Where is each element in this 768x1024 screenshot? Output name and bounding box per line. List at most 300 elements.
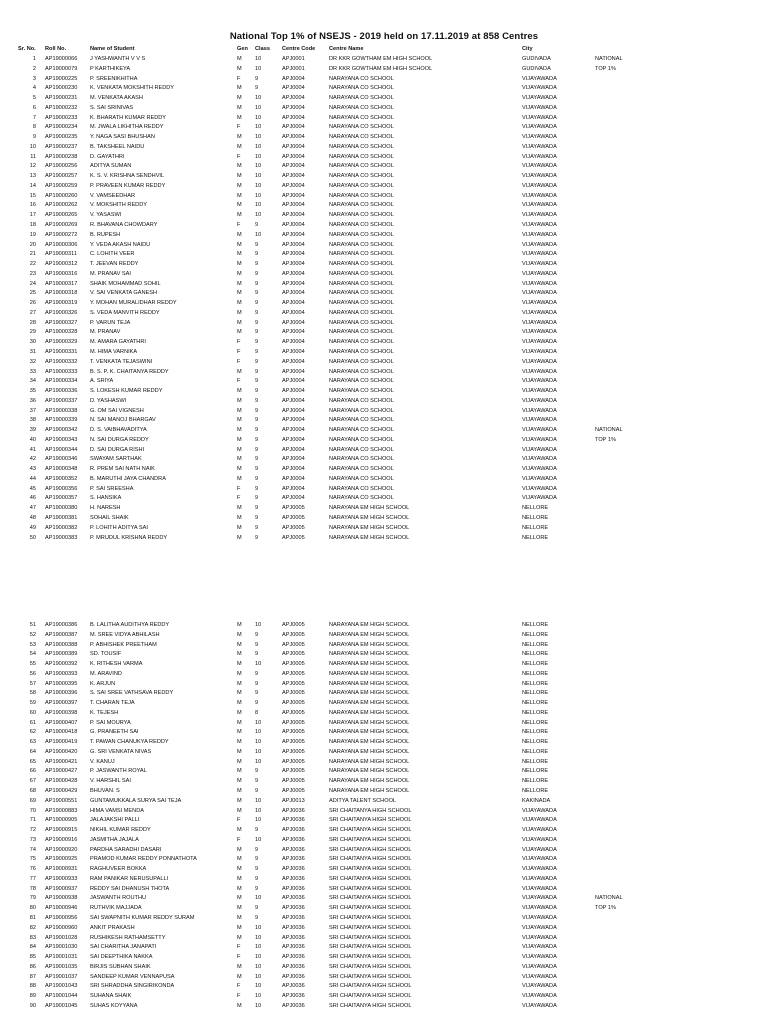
cell-centre-name: NARAYANA CO SCHOOL [329, 358, 394, 365]
cell-class: 9 [255, 768, 259, 775]
cell-centre-name: NARAYANA EM HIGH SCHOOL [329, 778, 410, 785]
cell-centre-name: NARAYANA EM HIGH SCHOOL [329, 514, 410, 521]
cell-centre-code: APJ0036 [282, 983, 305, 990]
cell-city: VIJAYAWADA [522, 280, 557, 287]
cell-sr-no: 79 [29, 895, 36, 902]
cell-centre-code: APJ0004 [282, 329, 305, 336]
cell-centre-code: APJ0005 [282, 690, 305, 697]
cell-centre-name: NARAYANA EM HIGH SCHOOL [329, 788, 410, 795]
cell-note: TOP 1% [595, 65, 616, 72]
cell-sr-no: 13 [29, 173, 36, 180]
table-row [0, 670, 768, 680]
table-row [0, 826, 768, 836]
cell-roll-no: AP19000396 [45, 690, 78, 697]
cell-class: 9 [255, 905, 259, 912]
cell-centre-name: NARAYANA EM HIGH SCHOOL [329, 661, 410, 668]
cell-class: 10 [255, 212, 262, 219]
table-row [0, 309, 768, 319]
cell-class: 9 [255, 300, 259, 307]
cell-city: NELLORE [522, 758, 549, 765]
cell-student-name: SAI CHARITHA JANAPATI [90, 944, 157, 951]
cell-gender: F [237, 817, 241, 824]
table-row [0, 260, 768, 270]
cell-roll-no: AP19000262 [45, 202, 78, 209]
cell-class: 9 [255, 348, 259, 355]
cell-sr-no: 44 [29, 475, 36, 482]
table-row [0, 172, 768, 182]
cell-gender: M [237, 905, 242, 912]
cell-sr-no: 27 [29, 309, 36, 316]
cell-class: 9 [255, 261, 259, 268]
cell-student-name: Y. MOHAN MURALIDHAR REDDY [90, 300, 177, 307]
cell-centre-code: APJ0004 [282, 475, 305, 482]
cell-class: 9 [255, 846, 259, 853]
cell-roll-no: AP19000332 [45, 358, 78, 365]
cell-centre-name: NARAYANA EM HIGH SCHOOL [329, 505, 410, 512]
table-row [0, 641, 768, 651]
cell-gender: M [237, 641, 242, 648]
cell-sr-no: 85 [29, 954, 36, 961]
cell-sr-no: 59 [29, 700, 36, 707]
cell-sr-no: 14 [29, 182, 36, 189]
cell-centre-code: APJ0036 [282, 866, 305, 873]
cell-sr-no: 28 [29, 319, 36, 326]
table-row [0, 231, 768, 241]
cell-sr-no: 24 [29, 280, 36, 287]
cell-centre-code: APJ0004 [282, 202, 305, 209]
cell-roll-no: AP19000331 [45, 348, 78, 355]
cell-class: 10 [255, 202, 262, 209]
table-row [0, 133, 768, 143]
cell-centre-code: APJ0004 [282, 251, 305, 258]
cell-centre-name: NARAYANA CO SCHOOL [329, 446, 394, 453]
cell-city: NELLORE [522, 505, 549, 512]
cell-city: NELLORE [522, 641, 549, 648]
cell-centre-code: APJ0004 [282, 339, 305, 346]
cell-student-name: D. YASHASWI [90, 397, 127, 404]
cell-roll-no: AP19000256 [45, 163, 78, 170]
cell-centre-name: NARAYANA CO SCHOOL [329, 212, 394, 219]
cell-centre-code: APJ0036 [282, 895, 305, 902]
cell-city: VIJAYAWADA [522, 290, 557, 297]
cell-class: 9 [255, 427, 259, 434]
cell-gender: M [237, 670, 242, 677]
table-row [0, 748, 768, 758]
cell-note: NATIONAL [595, 427, 623, 434]
cell-class: 10 [255, 124, 262, 131]
cell-centre-name: SRI CHAITANYA HIGH SCHOOL [329, 895, 412, 902]
table-row [0, 953, 768, 963]
cell-student-name: G. OM SAI VIGNESH [90, 407, 144, 414]
table-row [0, 943, 768, 953]
cell-centre-code: APJ0001 [282, 65, 305, 72]
cell-city: NELLORE [522, 534, 549, 541]
cell-gender: M [237, 309, 242, 316]
cell-roll-no: AP19000382 [45, 524, 78, 531]
header-sr-no: Sr. No. [18, 46, 36, 52]
cell-sr-no: 54 [29, 651, 36, 658]
cell-centre-name: NARAYANA CO SCHOOL [329, 85, 394, 92]
cell-student-name: V. KANUJ [90, 758, 115, 765]
cell-gender: F [237, 339, 241, 346]
table-row [0, 855, 768, 865]
cell-roll-no: AP19000233 [45, 114, 78, 121]
cell-class: 9 [255, 641, 259, 648]
cell-gender: M [237, 85, 242, 92]
cell-roll-no: AP19000319 [45, 300, 78, 307]
cell-class: 9 [255, 75, 259, 82]
cell-gender: M [237, 748, 242, 755]
cell-centre-code: APJ0004 [282, 270, 305, 277]
cell-class: 10 [255, 173, 262, 180]
cell-student-name: T. CHARAN TEJA [90, 700, 135, 707]
cell-centre-name: NARAYANA EM HIGH SCHOOL [329, 524, 410, 531]
cell-city: NELLORE [522, 719, 549, 726]
cell-roll-no: AP19000326 [45, 309, 78, 316]
table-row [0, 55, 768, 65]
cell-centre-code: APJ0004 [282, 407, 305, 414]
cell-student-name: HIMA VAMSI MENDA [90, 807, 144, 814]
cell-class: 10 [255, 924, 262, 931]
cell-class: 10 [255, 231, 262, 238]
cell-centre-code: APJ0036 [282, 1002, 305, 1009]
cell-city: VIJAYAWADA [522, 963, 557, 970]
cell-centre-code: APJ0004 [282, 143, 305, 150]
cell-student-name: JASMITHA JAJALA [90, 836, 139, 843]
cell-centre-code: APJ0004 [282, 124, 305, 131]
cell-city: NELLORE [522, 622, 549, 628]
cell-gender: M [237, 797, 242, 804]
cell-sr-no: 50 [29, 534, 36, 541]
cell-city: VIJAYAWADA [522, 134, 557, 141]
cell-class: 9 [255, 319, 259, 326]
cell-centre-name: NARAYANA EM HIGH SCHOOL [329, 709, 410, 716]
cell-sr-no: 49 [29, 524, 36, 531]
cell-centre-name: SRI CHAITANYA HIGH SCHOOL [329, 973, 412, 980]
cell-sr-no: 72 [29, 827, 36, 834]
cell-roll-no: AP19000344 [45, 446, 78, 453]
table-row [0, 865, 768, 875]
cell-city: NELLORE [522, 661, 549, 668]
cell-centre-code: APJ0004 [282, 397, 305, 404]
cell-centre-code: APJ0004 [282, 212, 305, 219]
cell-class: 9 [255, 339, 259, 346]
cell-roll-no: AP19000931 [45, 866, 78, 873]
cell-city: NELLORE [522, 631, 549, 638]
cell-student-name: K. ARJUN [90, 680, 116, 687]
cell-sr-no: 15 [29, 192, 36, 199]
cell-centre-name: NARAYANA CO SCHOOL [329, 436, 394, 443]
cell-centre-name: NARAYANA CO SCHOOL [329, 95, 394, 102]
cell-student-name: P. LOHITH ADITYA SAI [90, 524, 148, 531]
cell-sr-no: 39 [29, 427, 36, 434]
cell-class: 9 [255, 866, 259, 873]
cell-roll-no: AP19000960 [45, 924, 78, 931]
cell-gender: M [237, 700, 242, 707]
cell-city: VIJAYAWADA [522, 192, 557, 199]
cell-student-name: V. VAMSEEDHAR [90, 192, 136, 199]
cell-class: 9 [255, 485, 259, 492]
cell-centre-name: NARAYANA CO SCHOOL [329, 143, 394, 150]
cell-city: VIJAYAWADA [522, 388, 557, 395]
cell-sr-no: 56 [29, 670, 36, 677]
cell-centre-name: NARAYANA CO SCHOOL [329, 339, 394, 346]
cell-student-name: RUTHVIK MAJJADA [90, 905, 142, 912]
cell-sr-no: 77 [29, 875, 36, 882]
cell-class: 10 [255, 993, 262, 1000]
cell-city: VIJAYAWADA [522, 993, 557, 1000]
cell-class: 10 [255, 56, 262, 62]
cell-gender: M [237, 143, 242, 150]
cell-roll-no: AP19000883 [45, 807, 78, 814]
cell-centre-name: NARAYANA EM HIGH SCHOOL [329, 680, 410, 687]
cell-class: 9 [255, 778, 259, 785]
cell-centre-name: NARAYANA EM HIGH SCHOOL [329, 729, 410, 736]
cell-gender: M [237, 241, 242, 248]
cell-centre-code: APJ0004 [282, 182, 305, 189]
cell-sr-no: 48 [29, 514, 36, 521]
cell-sr-no: 12 [29, 163, 36, 170]
cell-class: 9 [255, 875, 259, 882]
table-row [0, 807, 768, 817]
cell-centre-name: NARAYANA CO SCHOOL [329, 407, 394, 414]
header-roll-no: Roll No. [45, 46, 67, 52]
table-row [0, 709, 768, 719]
cell-class: 10 [255, 661, 262, 668]
cell-student-name: JALAJAKSHI PALLI [90, 817, 140, 824]
cell-student-name: M. JWALA LIKHITHA REDDY [90, 124, 164, 131]
cell-gender: M [237, 505, 242, 512]
cell-city: VIJAYAWADA [522, 397, 557, 404]
cell-centre-name: NARAYANA CO SCHOOL [329, 124, 394, 131]
cell-sr-no: 46 [29, 495, 36, 502]
cell-sr-no: 36 [29, 397, 36, 404]
table-row [0, 465, 768, 475]
cell-sr-no: 83 [29, 934, 36, 941]
cell-roll-no: AP19000429 [45, 788, 78, 795]
cell-student-name: S. LOKESH KUMAR REDDY [90, 388, 163, 395]
cell-centre-code: APJ0004 [282, 261, 305, 268]
cell-student-name: PRAMOD KUMAR REDDY PONNATHOTA [90, 856, 197, 863]
cell-sr-no: 4 [32, 85, 36, 92]
cell-city: VIJAYAWADA [522, 222, 557, 229]
cell-centre-code: APJ0004 [282, 319, 305, 326]
cell-gender: M [237, 622, 242, 628]
cell-roll-no: AP19001045 [45, 1002, 78, 1009]
cell-roll-no: AP19000336 [45, 388, 78, 395]
cell-city: VIJAYAWADA [522, 339, 557, 346]
cell-class: 9 [255, 446, 259, 453]
cell-student-name: S. SAI SREE VATHSAVA REDDY [90, 690, 174, 697]
cell-sr-no: 37 [29, 407, 36, 414]
table-row [0, 914, 768, 924]
cell-city: VIJAYAWADA [522, 270, 557, 277]
cell-centre-code: APJ0005 [282, 739, 305, 746]
cell-city: VIJAYAWADA [522, 973, 557, 980]
cell-roll-no: AP19000269 [45, 222, 78, 229]
cell-sr-no: 17 [29, 212, 36, 219]
table-row [0, 514, 768, 524]
cell-gender: M [237, 56, 242, 62]
cell-centre-code: APJ0005 [282, 700, 305, 707]
cell-class: 10 [255, 729, 262, 736]
cell-centre-code: APJ0005 [282, 661, 305, 668]
cell-student-name: SRI SHRADDHA SINGIRIKONDA [90, 983, 175, 990]
cell-centre-name: NARAYANA CO SCHOOL [329, 309, 394, 316]
header-centre-name: Centre Name [329, 46, 364, 52]
cell-centre-code: APJ0036 [282, 807, 305, 814]
cell-city: NELLORE [522, 768, 549, 775]
cell-student-name: SAI SWAPNITH KUMAR REDDY SURAM [90, 914, 195, 921]
cell-student-name: M. AMARA GAYATHRI [90, 339, 146, 346]
cell-student-name: T. VENKATA TEJASWINI [90, 358, 153, 365]
cell-gender: M [237, 973, 242, 980]
cell-roll-no: AP19000311 [45, 251, 77, 258]
table-row [0, 963, 768, 973]
cell-roll-no: AP19000427 [45, 768, 78, 775]
cell-centre-name: SRI CHAITANYA HIGH SCHOOL [329, 846, 412, 853]
cell-city: NELLORE [522, 778, 549, 785]
cell-roll-no: AP19000234 [45, 124, 78, 131]
cell-class: 10 [255, 944, 262, 951]
cell-centre-code: APJ0005 [282, 651, 305, 658]
cell-centre-code: APJ0004 [282, 280, 305, 287]
cell-roll-no: AP19000915 [45, 827, 78, 834]
cell-student-name: J YASHWANTH V V S [90, 56, 146, 62]
cell-roll-no: AP19000916 [45, 836, 78, 843]
cell-sr-no: 47 [29, 505, 36, 512]
cell-centre-name: SRI CHAITANYA HIGH SCHOOL [329, 827, 412, 834]
cell-class: 10 [255, 153, 262, 160]
cell-sr-no: 90 [29, 1002, 36, 1009]
cell-roll-no: AP19000337 [45, 397, 78, 404]
cell-gender: F [237, 222, 241, 229]
cell-sr-no: 29 [29, 329, 36, 336]
cell-gender: M [237, 846, 242, 853]
table-row [0, 728, 768, 738]
cell-gender: F [237, 153, 241, 160]
cell-roll-no: AP19000398 [45, 709, 78, 716]
cell-roll-no: AP19001028 [45, 934, 78, 941]
cell-centre-code: APJ0036 [282, 924, 305, 931]
cell-sr-no: 45 [29, 485, 36, 492]
cell-sr-no: 61 [29, 719, 36, 726]
cell-centre-code: APJ0005 [282, 709, 305, 716]
table-row [0, 192, 768, 202]
header-name: Name of Student [90, 46, 135, 52]
cell-centre-name: SRI CHAITANYA HIGH SCHOOL [329, 914, 412, 921]
page-title: National Top 1% of NSEJS - 2019 held on 17.11.2019 at 858 Centres [229, 31, 539, 42]
cell-city: VIJAYAWADA [522, 114, 557, 121]
cell-student-name: K. VENKATA MOKSHITH REDDY [90, 85, 175, 92]
cell-student-name: R. PREM SAI NATH NAIK [90, 466, 155, 473]
cell-centre-name: NARAYANA CO SCHOOL [329, 173, 394, 180]
cell-sr-no: 89 [29, 993, 36, 1000]
cell-centre-code: APJ0013 [282, 797, 305, 804]
cell-roll-no: AP19000079 [45, 65, 78, 72]
cell-gender: M [237, 173, 242, 180]
cell-sr-no: 11 [30, 153, 36, 160]
cell-gender: M [237, 417, 242, 424]
cell-centre-name: NARAYANA EM HIGH SCHOOL [329, 641, 410, 648]
cell-class: 9 [255, 280, 259, 287]
cell-class: 9 [255, 534, 259, 541]
table-row [0, 182, 768, 192]
cell-roll-no: AP19000905 [45, 817, 78, 824]
cell-class: 10 [255, 739, 262, 746]
cell-note: NATIONAL [595, 56, 623, 62]
cell-roll-no: AP19000938 [45, 895, 78, 902]
cell-gender: F [237, 944, 241, 951]
cell-student-name: SUHAS KOYYANA [90, 1002, 138, 1009]
cell-centre-name: NARAYANA EM HIGH SCHOOL [329, 739, 410, 746]
cell-centre-name: SRI CHAITANYA HIGH SCHOOL [329, 817, 412, 824]
cell-city: NELLORE [522, 700, 549, 707]
table-row [0, 455, 768, 465]
cell-sr-no: 20 [29, 241, 36, 248]
cell-sr-no: 86 [29, 963, 36, 970]
cell-student-name: ANKIT PRAKASH [90, 924, 135, 931]
cell-city: VIJAYAWADA [522, 895, 557, 902]
cell-centre-code: APJ0005 [282, 631, 305, 638]
table-row [0, 816, 768, 826]
table-block-2 [0, 621, 768, 1012]
cell-class: 9 [255, 456, 259, 463]
cell-city: VIJAYAWADA [522, 924, 557, 931]
cell-roll-no: AP19000329 [45, 339, 78, 346]
cell-class: 9 [255, 788, 259, 795]
cell-centre-code: APJ0005 [282, 748, 305, 755]
cell-gender: M [237, 856, 242, 863]
cell-student-name: SWAYAM SARTHAK [90, 456, 142, 463]
cell-centre-code: APJ0004 [282, 85, 305, 92]
cell-gender: M [237, 329, 242, 336]
cell-city: VIJAYAWADA [522, 241, 557, 248]
cell-city: NELLORE [522, 690, 549, 697]
cell-class: 9 [255, 700, 259, 707]
cell-student-name: N. SAI DURGA REDDY [90, 436, 149, 443]
cell-roll-no: AP19000920 [45, 846, 78, 853]
cell-class: 9 [255, 358, 259, 365]
cell-city: NELLORE [522, 670, 549, 677]
cell-sr-no: 76 [29, 866, 36, 873]
cell-roll-no: AP19000237 [45, 143, 78, 150]
cell-gender: M [237, 212, 242, 219]
cell-roll-no: AP19000338 [45, 407, 78, 414]
cell-sr-no: 21 [29, 251, 36, 258]
cell-class: 10 [255, 963, 262, 970]
cell-gender: M [237, 914, 242, 921]
cell-student-name: PARDHA SARADHI DASARI [90, 846, 162, 853]
table-row [0, 162, 768, 172]
cell-city: VIJAYAWADA [522, 856, 557, 863]
cell-city: GUDIVADA [522, 56, 551, 62]
cell-centre-code: APJ0005 [282, 729, 305, 736]
cell-centre-name: NARAYANA CO SCHOOL [329, 241, 394, 248]
table-row [0, 885, 768, 895]
header-class: Class [255, 46, 270, 52]
cell-gender: M [237, 885, 242, 892]
cell-centre-name: SRI CHAITANYA HIGH SCHOOL [329, 983, 412, 990]
cell-class: 9 [255, 270, 259, 277]
cell-gender: F [237, 836, 241, 843]
cell-city: VIJAYAWADA [522, 934, 557, 941]
cell-gender: M [237, 758, 242, 765]
cell-city: NELLORE [522, 739, 549, 746]
cell-centre-code: APJ0036 [282, 827, 305, 834]
table-row [0, 777, 768, 787]
header-centre-code: Centre Code [282, 46, 316, 52]
